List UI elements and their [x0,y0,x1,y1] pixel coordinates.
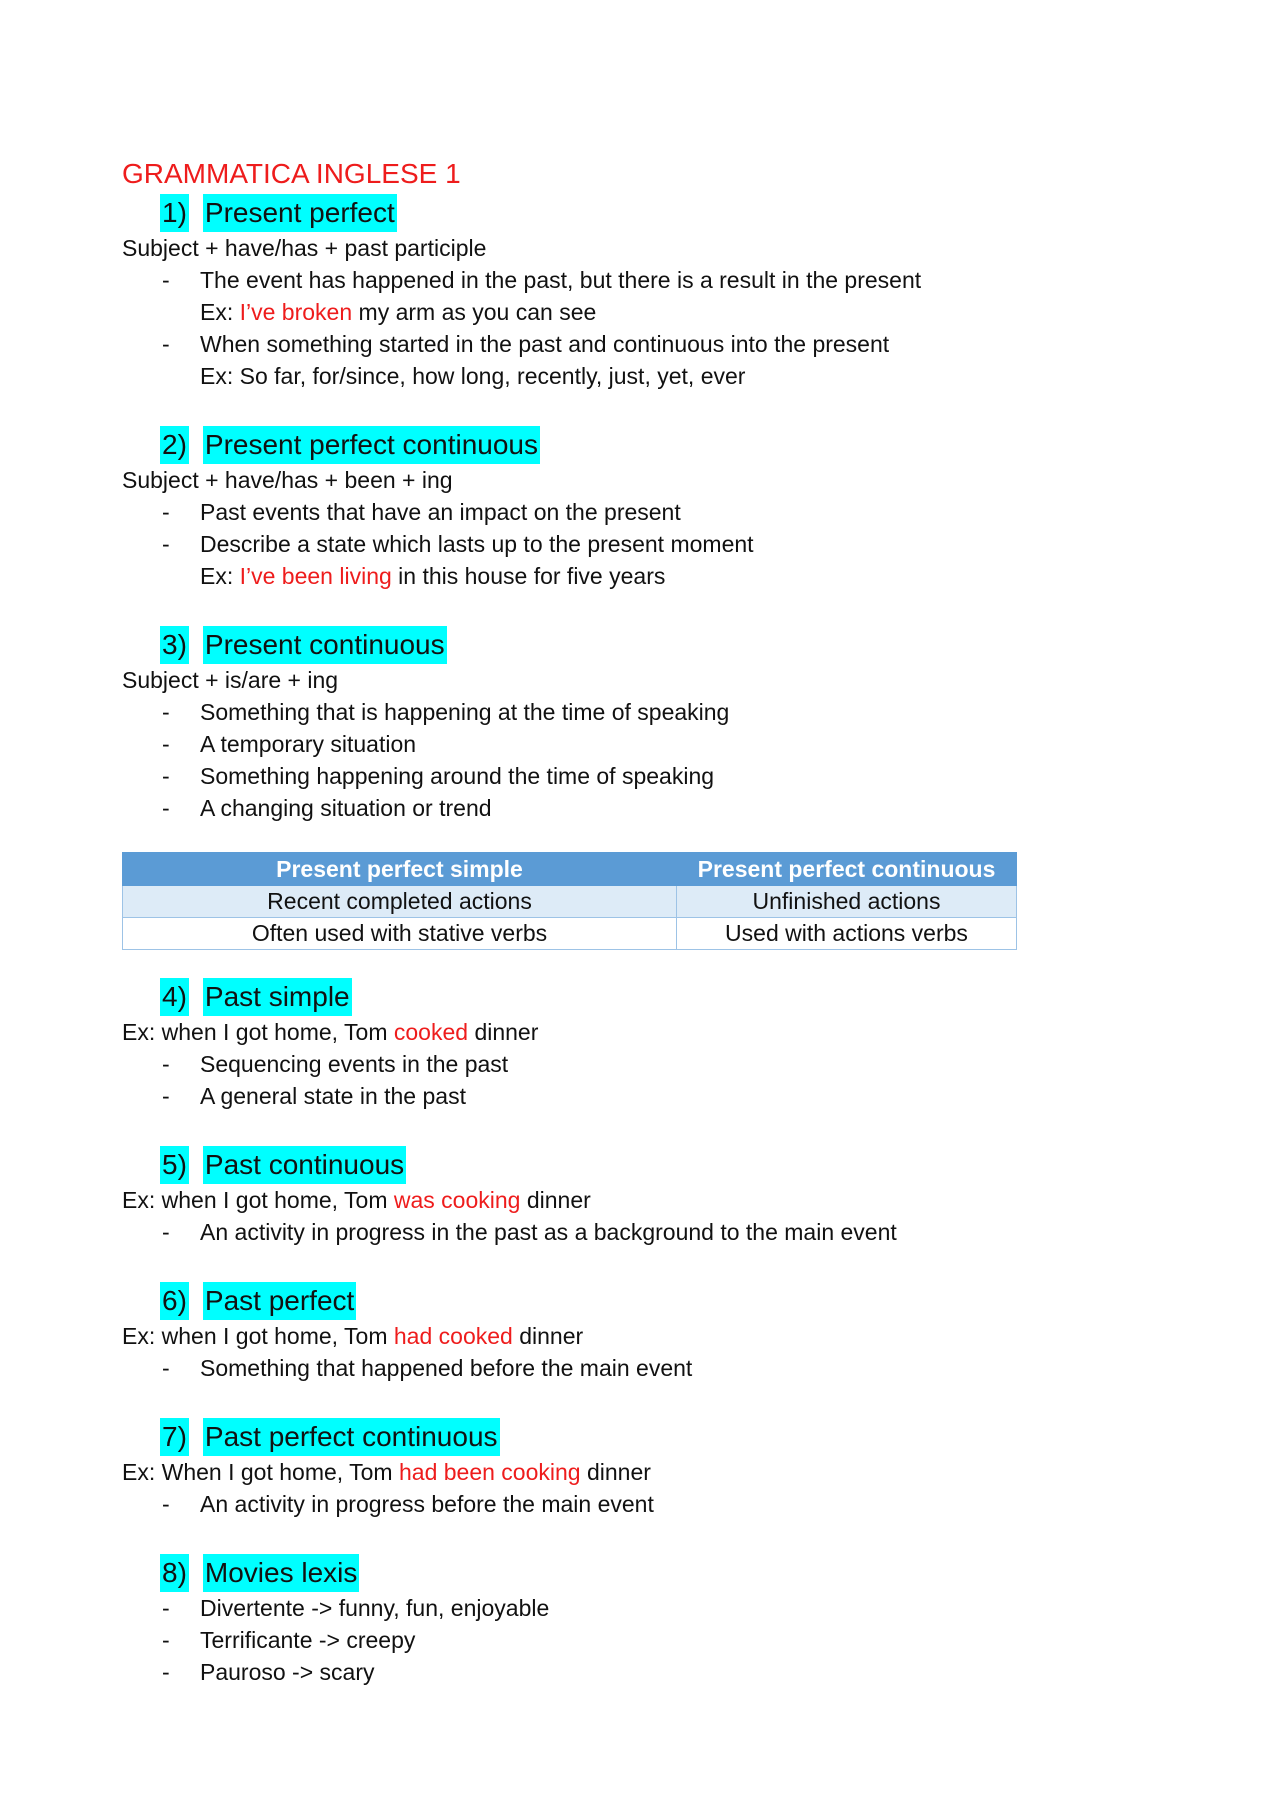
list-item-text: Past events that have an impact on the present [200,499,681,525]
comparison-table [122,852,1017,950]
list-item [122,1048,1162,1080]
spacer [122,1112,1162,1146]
example-suffix: dinner [468,1019,539,1045]
spacer [122,1248,1162,1282]
list-item-text: An activity in progress in the past as a background to the main event [200,1219,897,1245]
list-item-text: Divertente -> funny, fun, enjoyable [200,1595,550,1621]
example-line [122,1456,1162,1488]
example-suffix: dinner [520,1187,591,1213]
table-row [123,918,1017,950]
spacer [122,824,1162,852]
list-item-text: A temporary situation [200,731,417,757]
list-item [122,728,1162,760]
example-line [122,1320,1162,1352]
bullet-dash: - [162,1051,170,1077]
list-item-text: The event has happened in the past, but there is a result in the present [200,267,922,293]
section-heading-present-perfect-continuous [160,426,1162,464]
example-highlight: had cooked [393,1323,513,1349]
example-highlight: cooked [393,1019,469,1045]
list-item-text: Describe a state which lasts up to the present moment [200,531,754,557]
list-item-text: An activity in progress before the main event [200,1491,654,1517]
example-highlight: had been cooking [398,1459,581,1485]
section-title: Past continuous [203,1146,406,1184]
table-header: Present perfect simple [123,853,677,886]
section-number: 5) [160,1146,189,1184]
list-item-text: Terrificante -> creepy [200,1627,416,1653]
bullet-dash: - [162,1595,170,1621]
section-title: Movies lexis [203,1554,359,1592]
formula: Subject + is/are + ing [122,667,339,693]
section-heading-movies-lexis [160,1554,1162,1592]
section-heading-past-perfect-continuous [160,1418,1162,1456]
example-suffix: dinner [512,1323,584,1349]
example-line [122,560,1162,592]
section-title: Past simple [203,978,352,1016]
list-item [122,1352,1162,1384]
bullet-dash: - [162,1659,170,1685]
list-item-text: Something that happened before the main event [200,1355,693,1381]
list-item [122,1656,1162,1688]
formula: Subject + have/has + been + ing [122,467,453,493]
list-item [122,264,1162,296]
list-item [122,696,1162,728]
formula: Subject + have/has + past participle [122,235,487,261]
section-number: 6) [160,1282,189,1320]
example-line: Ex: So far, for/since, how long, recently, just, yet, ever [200,363,746,389]
list-item-text: Something happening around the time of speaking [200,763,715,789]
bullet-dash: - [162,1627,170,1653]
section-number: 8) [160,1554,189,1592]
example-prefix: Ex: when I got home, Tom [122,1323,394,1349]
example-highlight: I’ve broken [239,299,353,325]
section-heading-present-perfect [160,194,1162,232]
section-title: Past perfect continuous [203,1418,500,1456]
table-header: Present perfect continuous [677,853,1017,886]
list-item [122,328,1162,360]
example-highlight: I’ve been living [239,563,392,589]
list-item-text: Something that is happening at the time of speaking [200,699,730,725]
example-prefix: Ex: [200,299,240,325]
spacer [122,392,1162,426]
section-number: 1) [160,194,189,232]
document-page [122,154,1162,1688]
table-header-row [123,853,1017,886]
list-item-text: When something started in the past and continuous into the present [200,331,890,357]
example-prefix: Ex: When I got home, Tom [122,1459,399,1485]
section-heading-past-perfect [160,1282,1162,1320]
bullet-dash: - [162,731,170,757]
list-item [122,1080,1162,1112]
table-cell: Unfinished actions [677,886,1017,918]
example-line [122,1184,1162,1216]
list-item [122,528,1162,560]
document-title: GRAMMATICA INGLESE 1 [122,158,461,189]
section-number: 4) [160,978,189,1016]
list-item [122,1592,1162,1624]
example-suffix: my arm as you can see [352,299,597,325]
section-title: Present perfect continuous [203,426,540,464]
spacer [122,950,1162,978]
example-prefix: Ex: when I got home, Tom [122,1187,394,1213]
list-item [122,1488,1162,1520]
section-heading-past-continuous [160,1146,1162,1184]
list-item-text: Sequencing events in the past [200,1051,509,1077]
list-item-text: A changing situation or trend [200,795,492,821]
example-suffix: in this house for five years [391,563,666,589]
table-cell: Used with actions verbs [677,918,1017,950]
example-suffix: dinner [580,1459,651,1485]
example-line [122,1016,1162,1048]
bullet-dash: - [162,267,170,293]
bullet-dash: - [162,699,170,725]
table-row [123,886,1017,918]
bullet-dash: - [162,763,170,789]
list-item [122,1624,1162,1656]
list-item-text: A general state in the past [200,1083,466,1109]
spacer [122,1520,1162,1554]
section-number: 2) [160,426,189,464]
section-heading-present-continuous [160,626,1162,664]
bullet-dash: - [162,331,170,357]
section-number: 7) [160,1418,189,1456]
bullet-dash: - [162,1083,170,1109]
section-title: Present continuous [203,626,447,664]
table-cell: Recent completed actions [123,886,677,918]
spacer [122,1384,1162,1418]
section-title: Present perfect [203,194,397,232]
list-item [122,760,1162,792]
example-highlight: was cooking [393,1187,521,1213]
spacer [122,592,1162,626]
bullet-dash: - [162,1355,170,1381]
section-heading-past-simple [160,978,1162,1016]
section-title: Past perfect [203,1282,356,1320]
example-prefix: Ex: [200,563,240,589]
example-line [122,296,1162,328]
list-item-text: Pauroso -> scary [200,1659,375,1685]
bullet-dash: - [162,531,170,557]
bullet-dash: - [162,1491,170,1517]
bullet-dash: - [162,795,170,821]
bullet-dash: - [162,499,170,525]
bullet-dash: - [162,1219,170,1245]
list-item [122,792,1162,824]
list-item [122,1216,1162,1248]
table-cell: Often used with stative verbs [123,918,677,950]
section-number: 3) [160,626,189,664]
example-prefix: Ex: when I got home, Tom [122,1019,394,1045]
list-item [122,496,1162,528]
